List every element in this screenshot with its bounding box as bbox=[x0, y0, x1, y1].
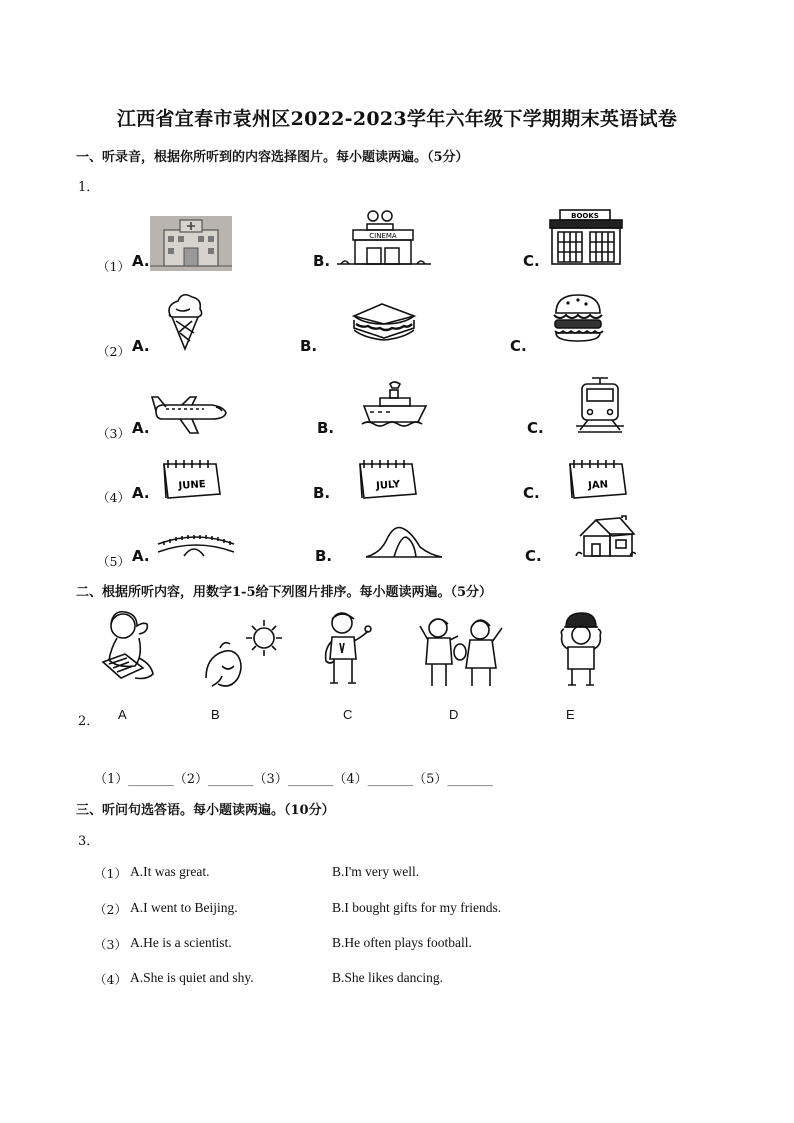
hospital-icon bbox=[150, 216, 232, 271]
qa-4-label: （4） bbox=[94, 972, 127, 987]
mountain-icon bbox=[364, 521, 444, 561]
train-icon bbox=[572, 374, 628, 434]
option-c: C. bbox=[510, 337, 527, 355]
option-a: A. bbox=[132, 484, 150, 502]
ship-icon bbox=[360, 380, 430, 430]
cinema-icon bbox=[337, 208, 431, 268]
picture-letter-b: B bbox=[211, 707, 220, 722]
row-5-label: （5） bbox=[97, 554, 130, 569]
section-3-heading: 三、听问句选答语。每小题读两遍。（10分） bbox=[76, 803, 335, 818]
option-b: B. bbox=[315, 547, 333, 565]
qa-4-option-b: B.She likes dancing. bbox=[332, 970, 443, 985]
picture-letter-d: D bbox=[449, 707, 459, 722]
qa-3-option-a: A.He is a scientist. bbox=[130, 935, 232, 950]
qa-2-option-b: B.I bought gifts for my friends. bbox=[332, 900, 502, 915]
calendar-month-text: JAN bbox=[587, 479, 609, 492]
option-b: B. bbox=[317, 419, 335, 437]
qa-4-option-a: A.She is quiet and shy. bbox=[130, 970, 254, 985]
two-people-icon bbox=[416, 614, 508, 688]
house-icon bbox=[574, 514, 636, 560]
man-singing-icon bbox=[318, 607, 374, 687]
boy-cap-icon bbox=[554, 609, 608, 687]
qa-1-option-a: A.It was great. bbox=[130, 864, 210, 879]
calendar-month-text: JUNE bbox=[178, 479, 206, 492]
option-a: A. bbox=[132, 547, 150, 565]
qa-3-option-b: B.He often plays football. bbox=[332, 935, 472, 950]
row-3-label: （3） bbox=[97, 426, 130, 441]
row-4-label: （4） bbox=[97, 490, 130, 505]
question-1-number: 1． bbox=[78, 180, 100, 195]
option-b: B. bbox=[313, 252, 331, 270]
option-b: B. bbox=[300, 337, 318, 355]
option-c: C. bbox=[523, 252, 540, 270]
calendar-month-text: JULY bbox=[375, 479, 401, 492]
qa-1-label: （1） bbox=[94, 866, 127, 881]
sandwich-icon bbox=[350, 300, 418, 344]
hamburger-icon bbox=[552, 293, 604, 343]
girl-reading-icon bbox=[95, 606, 161, 686]
qa-1-option-b: B.I'm very well. bbox=[332, 864, 420, 879]
cinema-sign: CINEMA bbox=[369, 232, 397, 240]
option-a: A. bbox=[132, 337, 150, 355]
option-b: B. bbox=[313, 484, 331, 502]
calendar-july-icon bbox=[356, 456, 418, 500]
picture-letter-e: E bbox=[566, 707, 575, 722]
picture-letter-c: C bbox=[343, 707, 353, 722]
qa-2-label: （2） bbox=[94, 902, 127, 917]
option-a: A. bbox=[132, 252, 150, 270]
answer-blanks: （1）_______（2）_______（3）_______（4）_______（5）_______ bbox=[94, 772, 493, 787]
option-c: C. bbox=[523, 484, 540, 502]
plane-icon bbox=[150, 393, 228, 435]
question-2-number: 2． bbox=[78, 714, 100, 729]
sun-hat-icon bbox=[198, 614, 290, 690]
calendar-june-icon bbox=[160, 456, 222, 500]
section-1-heading: 一、听录音，根据你所听到的内容选择图片。每小题读两遍。（5分） bbox=[76, 150, 469, 165]
bridge-icon bbox=[156, 530, 236, 560]
section-2-heading: 二、根据所听内容，用数字1-5给下列图片排序。每小题读两遍。（5分） bbox=[76, 585, 493, 600]
picture-letter-a: A bbox=[118, 707, 127, 722]
calendar-jan-icon bbox=[566, 456, 628, 500]
qa-2-option-a: A.I went to Beijing. bbox=[130, 900, 238, 915]
row-2-label: （2） bbox=[97, 344, 130, 359]
row-1-label: （1） bbox=[97, 259, 130, 274]
option-c: C. bbox=[527, 419, 544, 437]
bookstore-icon bbox=[548, 208, 624, 266]
bookstore-sign: BOOKS bbox=[571, 212, 599, 220]
question-3-number: 3． bbox=[78, 834, 100, 849]
option-a: A. bbox=[132, 419, 150, 437]
ice-cream-icon bbox=[164, 291, 206, 351]
qa-3-label: （3） bbox=[94, 937, 127, 952]
option-c: C. bbox=[525, 547, 542, 565]
page-title: 江西省宜春市袁州区2022-2023学年六年级下学期期末英语试卷 bbox=[116, 108, 678, 130]
